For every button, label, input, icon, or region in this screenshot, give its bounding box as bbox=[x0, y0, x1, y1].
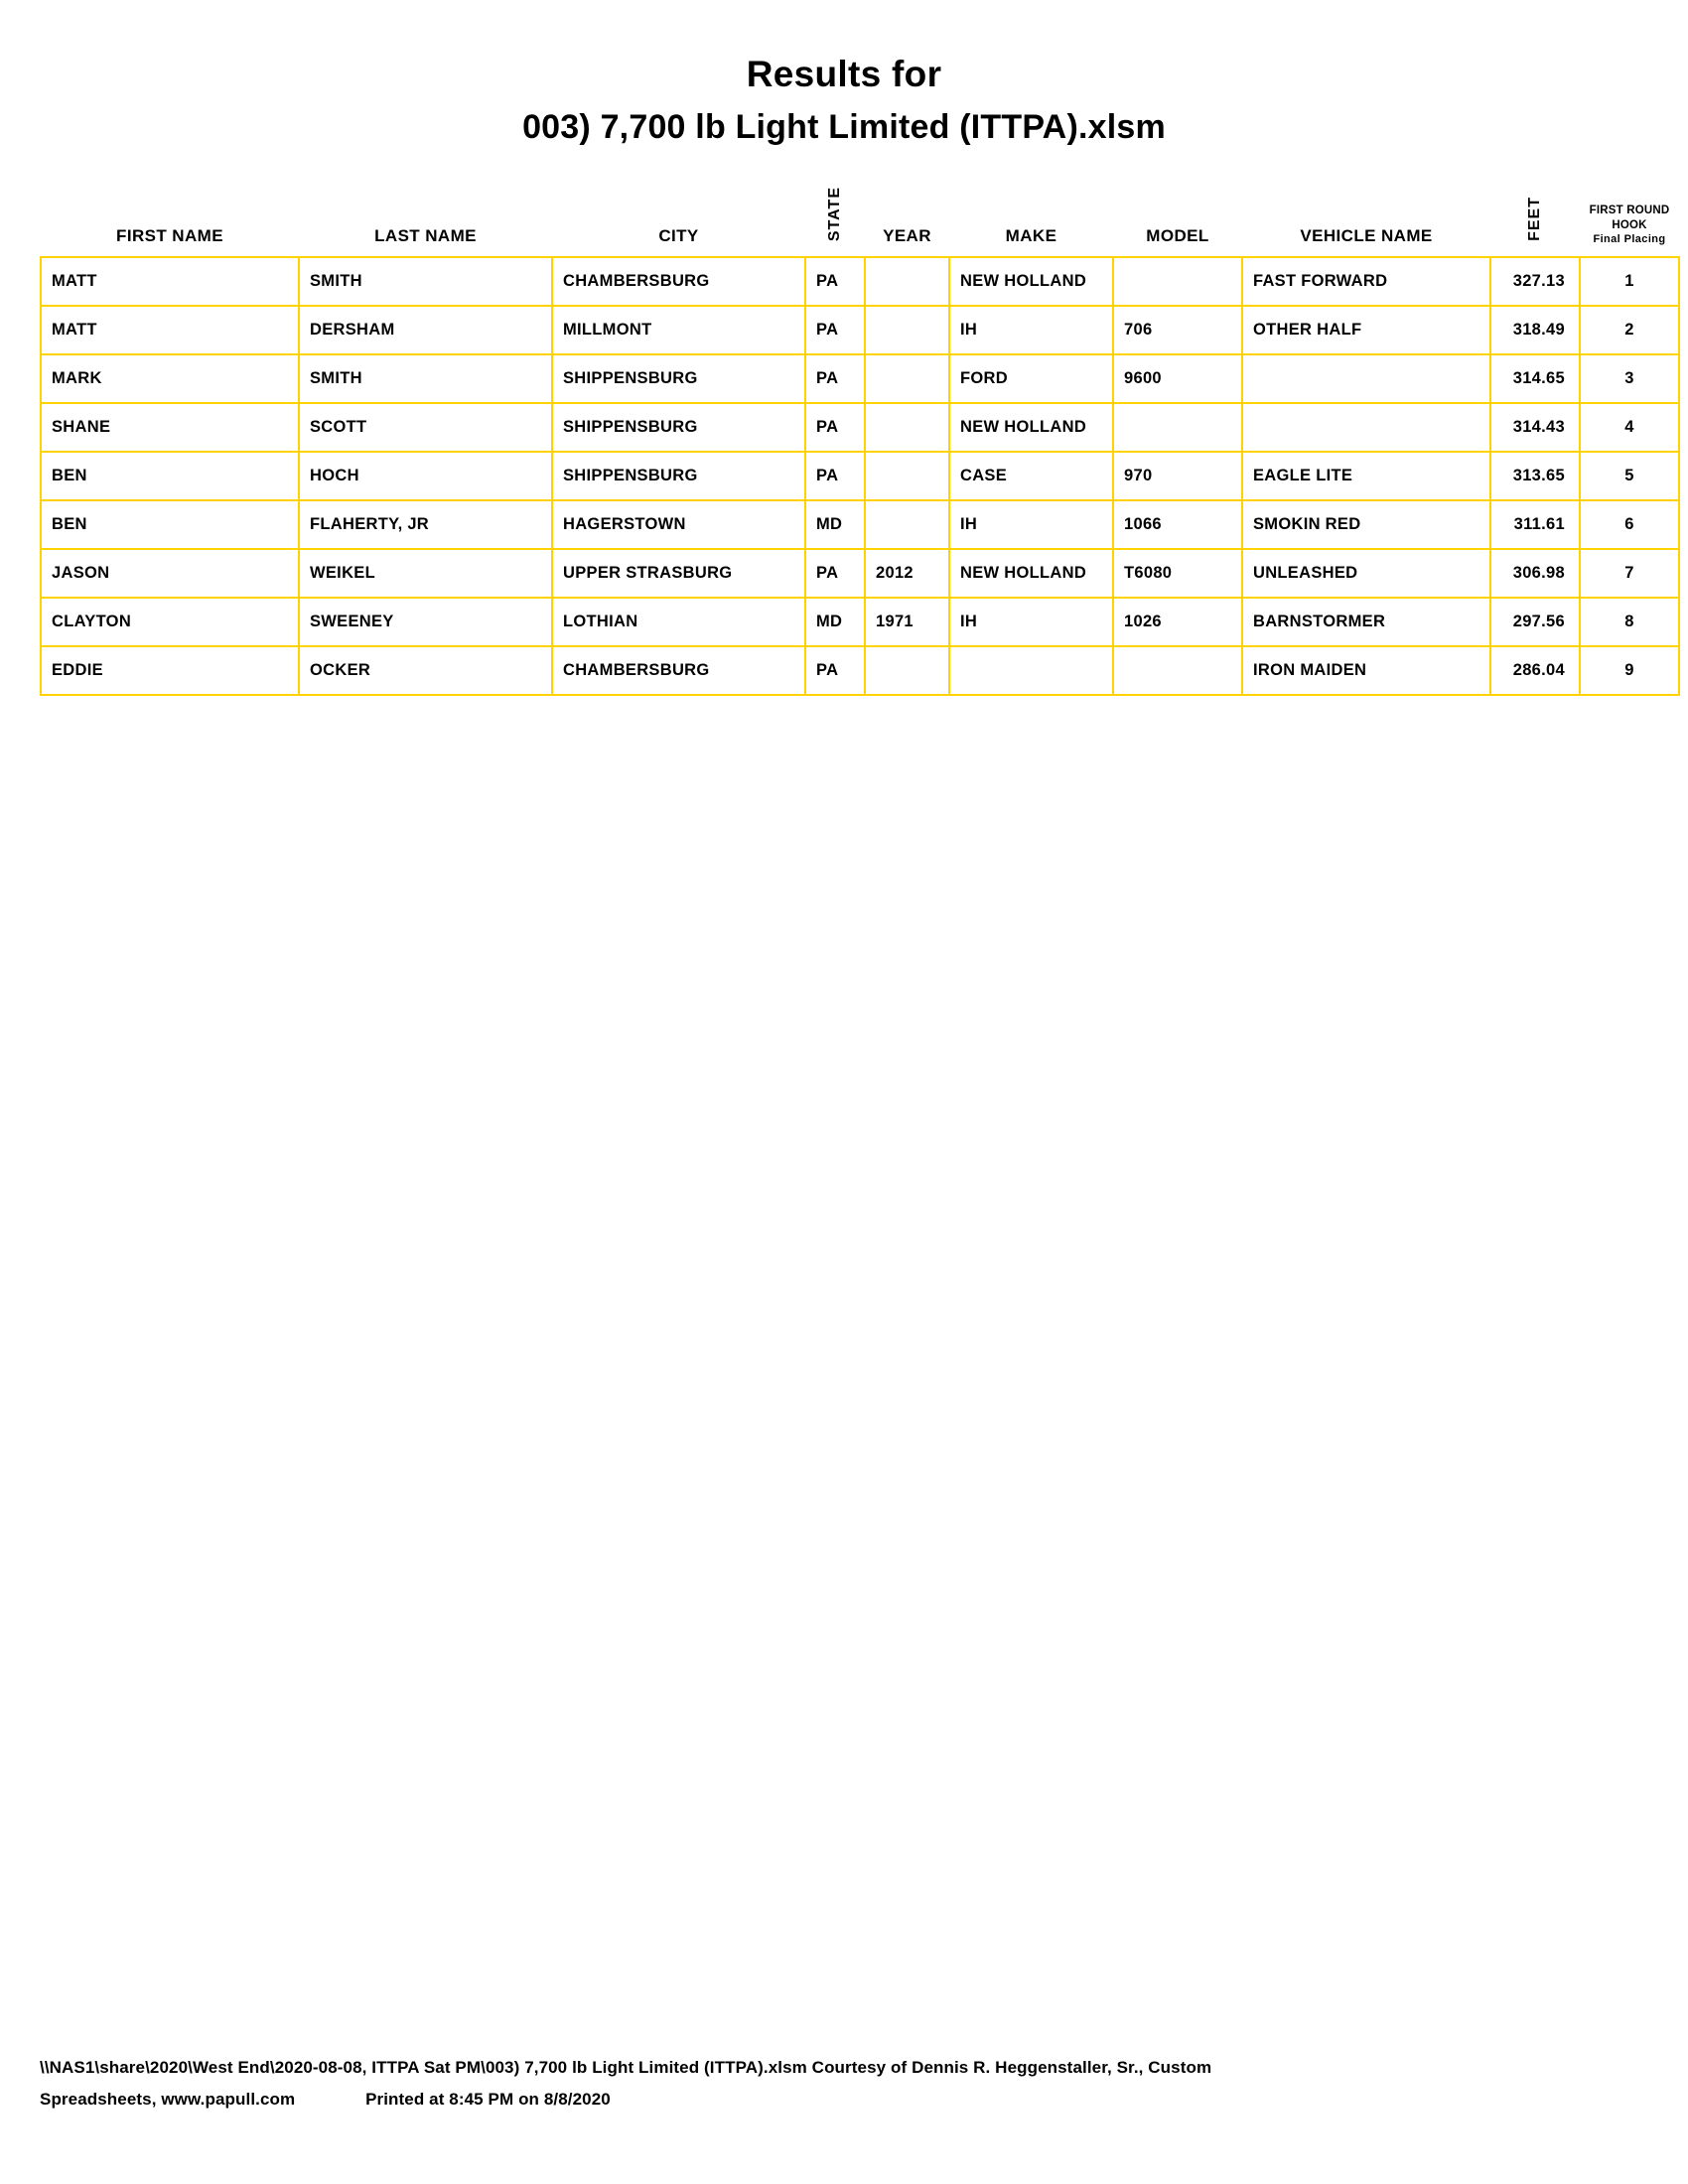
cell-city: SHIPPENSBURG bbox=[552, 403, 805, 452]
page-title-line-1: Results for bbox=[746, 54, 942, 94]
table-row bbox=[41, 257, 1679, 306]
cell-state: PA bbox=[805, 257, 865, 306]
cell-year: 1971 bbox=[865, 598, 949, 646]
cell-first-name: MATT bbox=[41, 306, 299, 354]
column-header-last-name: LAST NAME bbox=[374, 226, 477, 246]
cell-final-placing: 3 bbox=[1580, 354, 1679, 403]
cell-year bbox=[865, 452, 949, 500]
cell-model: 9600 bbox=[1113, 354, 1242, 403]
cell-city: SHIPPENSBURG bbox=[552, 354, 805, 403]
cell-vehicle-name: IRON MAIDEN bbox=[1242, 646, 1490, 695]
column-header-final-placing bbox=[1580, 181, 1679, 257]
results-table-body bbox=[41, 257, 1679, 695]
cell-model bbox=[1113, 646, 1242, 695]
table-row bbox=[41, 306, 1679, 354]
cell-make: NEW HOLLAND bbox=[949, 403, 1113, 452]
cell-final-placing: 9 bbox=[1580, 646, 1679, 695]
cell-first-name: CLAYTON bbox=[41, 598, 299, 646]
column-header-vehicle-name: VEHICLE NAME bbox=[1300, 226, 1433, 246]
cell-first-name: SHANE bbox=[41, 403, 299, 452]
cell-model bbox=[1113, 403, 1242, 452]
table-row bbox=[41, 403, 1679, 452]
cell-model: 1026 bbox=[1113, 598, 1242, 646]
cell-state: PA bbox=[805, 646, 865, 695]
cell-first-name: JASON bbox=[41, 549, 299, 598]
results-table-container bbox=[40, 181, 1670, 696]
cell-make bbox=[949, 646, 1113, 695]
page-title-line-2: 003) 7,700 lb Light Limited (ITTPA).xlsm bbox=[522, 108, 1166, 147]
table-row bbox=[41, 500, 1679, 549]
cell-vehicle-name: EAGLE LITE bbox=[1242, 452, 1490, 500]
column-header-first-name: FIRST NAME bbox=[116, 226, 223, 246]
column-header-feet bbox=[1490, 181, 1580, 257]
cell-final-placing: 4 bbox=[1580, 403, 1679, 452]
cell-city: UPPER STRASBURG bbox=[552, 549, 805, 598]
cell-vehicle-name: OTHER HALF bbox=[1242, 306, 1490, 354]
cell-make: FORD bbox=[949, 354, 1113, 403]
cell-final-placing: 5 bbox=[1580, 452, 1679, 500]
cell-first-name: MARK bbox=[41, 354, 299, 403]
cell-feet: 318.49 bbox=[1490, 306, 1580, 354]
cell-final-placing: 6 bbox=[1580, 500, 1679, 549]
cell-last-name: HOCH bbox=[299, 452, 552, 500]
cell-model: 1066 bbox=[1113, 500, 1242, 549]
table-row bbox=[41, 354, 1679, 403]
cell-state: MD bbox=[805, 500, 865, 549]
column-header-state-label: STATE bbox=[826, 187, 843, 242]
cell-state: PA bbox=[805, 306, 865, 354]
cell-last-name: SWEENEY bbox=[299, 598, 552, 646]
cell-last-name: FLAHERTY, JR bbox=[299, 500, 552, 549]
cell-year bbox=[865, 257, 949, 306]
cell-feet: 327.13 bbox=[1490, 257, 1580, 306]
column-header-state bbox=[805, 181, 865, 257]
cell-state: PA bbox=[805, 354, 865, 403]
cell-final-placing: 7 bbox=[1580, 549, 1679, 598]
cell-feet: 306.98 bbox=[1490, 549, 1580, 598]
cell-city: SHIPPENSBURG bbox=[552, 452, 805, 500]
cell-last-name: OCKER bbox=[299, 646, 552, 695]
cell-year bbox=[865, 403, 949, 452]
table-row bbox=[41, 452, 1679, 500]
column-header-model: MODEL bbox=[1146, 226, 1209, 246]
cell-vehicle-name: UNLEASHED bbox=[1242, 549, 1490, 598]
cell-last-name: SCOTT bbox=[299, 403, 552, 452]
footer-second-line bbox=[40, 2084, 1648, 2115]
cell-city: MILLMONT bbox=[552, 306, 805, 354]
cell-first-name: EDDIE bbox=[41, 646, 299, 695]
cell-city: CHAMBERSBURG bbox=[552, 646, 805, 695]
cell-model: 970 bbox=[1113, 452, 1242, 500]
footer-printed-timestamp: Printed at 8:45 PM on 8/8/2020 bbox=[365, 2089, 611, 2109]
cell-final-placing: 1 bbox=[1580, 257, 1679, 306]
cell-city: CHAMBERSBURG bbox=[552, 257, 805, 306]
cell-last-name: SMITH bbox=[299, 354, 552, 403]
column-header-make: MAKE bbox=[1005, 226, 1057, 246]
cell-vehicle-name: SMOKIN RED bbox=[1242, 500, 1490, 549]
cell-year bbox=[865, 306, 949, 354]
cell-make: NEW HOLLAND bbox=[949, 549, 1113, 598]
cell-year: 2012 bbox=[865, 549, 949, 598]
cell-year bbox=[865, 646, 949, 695]
column-header-year: YEAR bbox=[883, 226, 931, 246]
cell-state: PA bbox=[805, 403, 865, 452]
cell-last-name: WEIKEL bbox=[299, 549, 552, 598]
cell-vehicle-name bbox=[1242, 403, 1490, 452]
cell-first-name: MATT bbox=[41, 257, 299, 306]
cell-city: HAGERSTOWN bbox=[552, 500, 805, 549]
column-header-placing-line-2: HOOK bbox=[1612, 218, 1647, 231]
cell-model: T6080 bbox=[1113, 549, 1242, 598]
column-header-city: CITY bbox=[658, 226, 699, 246]
column-header-placing-line-3: Final Placing bbox=[1593, 232, 1666, 245]
cell-vehicle-name: FAST FORWARD bbox=[1242, 257, 1490, 306]
cell-feet: 314.65 bbox=[1490, 354, 1580, 403]
table-row bbox=[41, 646, 1679, 695]
cell-make: IH bbox=[949, 598, 1113, 646]
cell-vehicle-name bbox=[1242, 354, 1490, 403]
cell-state: PA bbox=[805, 549, 865, 598]
document-footer bbox=[40, 2052, 1648, 2115]
cell-feet: 286.04 bbox=[1490, 646, 1580, 695]
table-header-row bbox=[41, 181, 1679, 257]
column-header-feet-label: FEET bbox=[1526, 197, 1543, 242]
cell-make: IH bbox=[949, 500, 1113, 549]
cell-city: LOTHIAN bbox=[552, 598, 805, 646]
cell-vehicle-name: BARNSTORMER bbox=[1242, 598, 1490, 646]
cell-first-name: BEN bbox=[41, 500, 299, 549]
cell-last-name: DERSHAM bbox=[299, 306, 552, 354]
cell-year bbox=[865, 500, 949, 549]
cell-make: NEW HOLLAND bbox=[949, 257, 1113, 306]
cell-make: IH bbox=[949, 306, 1113, 354]
table-row bbox=[41, 598, 1679, 646]
results-table bbox=[40, 181, 1680, 696]
cell-feet: 313.65 bbox=[1490, 452, 1580, 500]
document-title-block bbox=[0, 0, 1688, 151]
cell-state: MD bbox=[805, 598, 865, 646]
cell-last-name: SMITH bbox=[299, 257, 552, 306]
cell-feet: 311.61 bbox=[1490, 500, 1580, 549]
cell-feet: 314.43 bbox=[1490, 403, 1580, 452]
cell-model bbox=[1113, 257, 1242, 306]
results-table-header bbox=[41, 181, 1679, 257]
footer-file-path: \\NAS1\share\2020\West End\2020-08-08, ITTPA Sat PM\003) 7,700 lb Light Limited (ITTPA).xlsm Courtesy of Dennis R. Heggenstaller, Sr., Custom bbox=[40, 2058, 1212, 2078]
cell-final-placing: 8 bbox=[1580, 598, 1679, 646]
cell-feet: 297.56 bbox=[1490, 598, 1580, 646]
cell-final-placing: 2 bbox=[1580, 306, 1679, 354]
cell-first-name: BEN bbox=[41, 452, 299, 500]
cell-model: 706 bbox=[1113, 306, 1242, 354]
table-row bbox=[41, 549, 1679, 598]
footer-credit: Spreadsheets, www.papull.com bbox=[40, 2089, 296, 2109]
column-header-placing-line-1: FIRST ROUND bbox=[1589, 205, 1670, 217]
cell-state: PA bbox=[805, 452, 865, 500]
cell-year bbox=[865, 354, 949, 403]
cell-make: CASE bbox=[949, 452, 1113, 500]
